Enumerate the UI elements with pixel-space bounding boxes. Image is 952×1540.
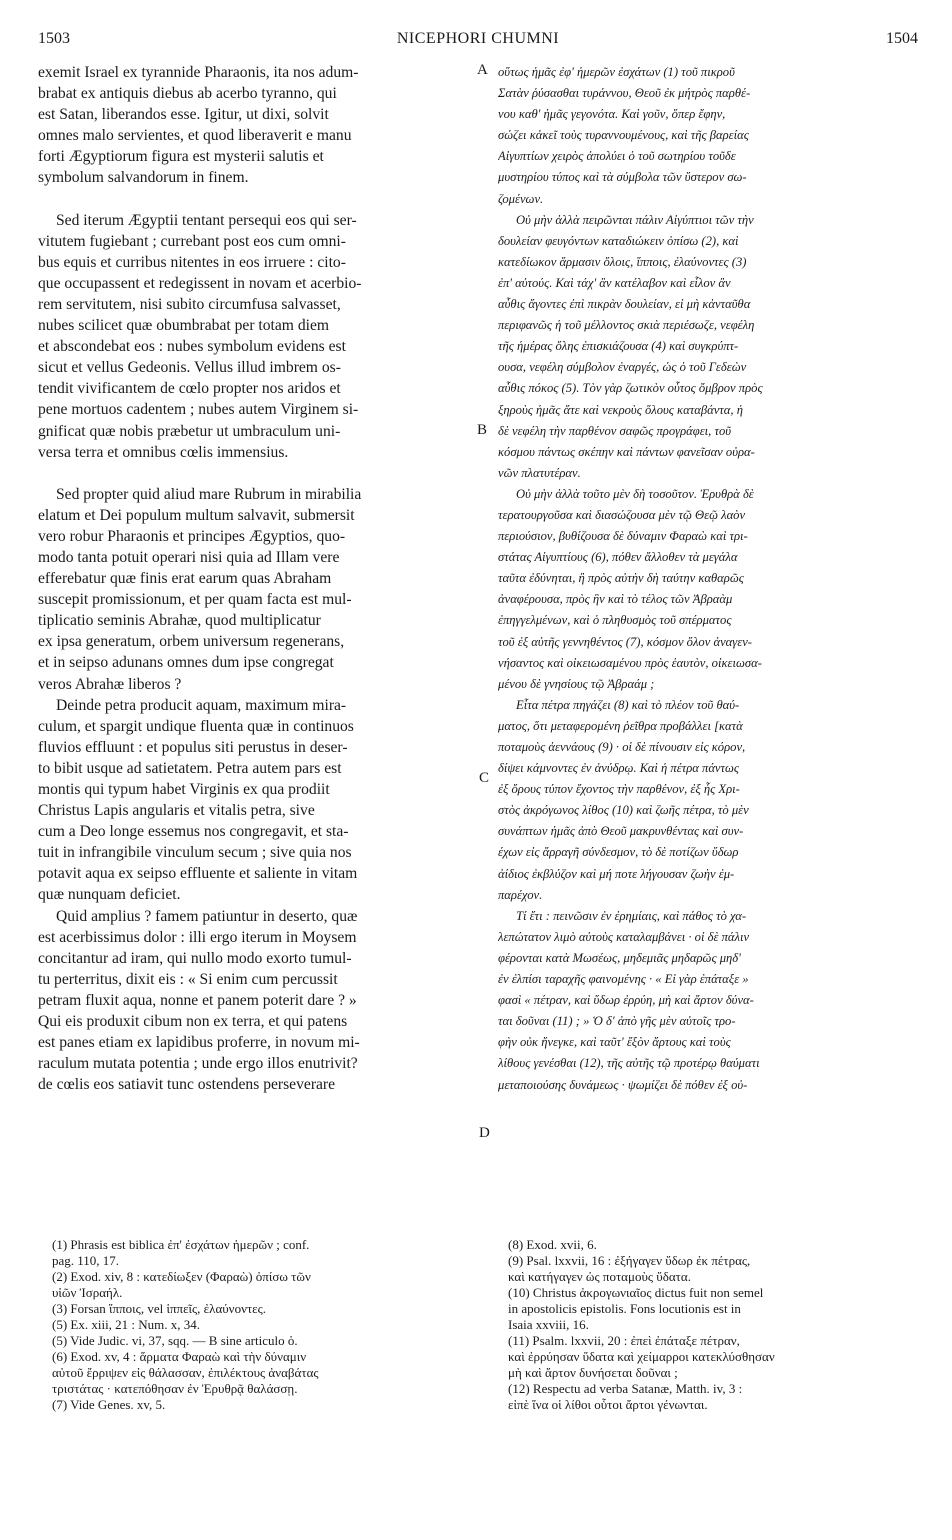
footnote-line: (5) Vide Judic. vi, 37, sqq. — B sine articulo ὁ. [52, 1333, 298, 1348]
footnote-line: Isaia xxviii, 16. [508, 1317, 589, 1332]
text-line: symbolum salvandorum in finem. [38, 169, 249, 187]
text-line: omnes malo servientes, et quod liberaverit e manu [38, 127, 352, 145]
text-line: petram fluxit aqua, nonne et panem poterit dare ? » [38, 991, 357, 1009]
text-line: σώζει κἀκεῖ τοὺς τυραννουμένους, καὶ τῆς βαρείας [498, 128, 749, 143]
text-line: Οὐ μὴν ἀλλὰ τοῦτο μὲν δὴ τοσοῦτον. Ἐρυθρὰ δὲ [516, 486, 754, 501]
text-line: que occupassent et redegissent in novam et acerbio- [38, 274, 362, 292]
text-line: στάτας Αἰγυπτίους (6), πόθεν ἄλλοθεν τὰ μεγάλα [498, 550, 738, 565]
text-line: Σατὰν ῥύσασθαι τυράννου, Θεοῦ ἐκ μήτρὸς παρθέ- [498, 86, 751, 101]
text-line: ζομένων. [498, 191, 544, 206]
text-line: Sed iterum Ægyptii tentant persequi eos qui ser- [56, 211, 357, 229]
text-line: δίψει κάμνοντες ἐν ἀνύδρῳ. Καὶ ἡ πέτρα πάντως [498, 761, 740, 776]
text-line: δουλείαν φευγόντων καταδιώκειν ὀπίσω (2), καὶ [498, 233, 739, 248]
text-line: συνάπτων ἡμᾶς ἀπὸ Θεοῦ μακρυνθέντας καὶ συν- [498, 824, 744, 839]
text-line: ξηροὺς ἡμᾶς ἄτε καὶ νεκροὺς ὅλους καταβάντα, ἡ [498, 402, 743, 417]
text-line: Deinde petra producit aquam, maximum mira- [56, 696, 347, 714]
footnote-line: (2) Exod. xiv, 8 : κατεδίωξεν (Φαραὼ) ὀπίσω τῶν [52, 1269, 311, 1284]
text-line: Τί ἔτι : πεινῶσιν ἐν ἐρημίαις, καὶ πάθος τὸ χα- [516, 908, 747, 923]
footnote-line: (7) Vide Genes. xv, 5. [52, 1397, 166, 1412]
page-number-right: 1504 [886, 30, 918, 47]
text-line: brabat ex antiquis diebus ab acerbo tyranno, qui [38, 85, 337, 103]
text-line: tendit vivificantem de cœlo propter nos aridos et [38, 380, 341, 398]
footnote-line: καὶ ἐρρύησαν ὕδατα καὶ χείμαρροι κατεκλύσθησαν [508, 1349, 775, 1364]
text-line: suscepit promissionum, et per quam facta est mul- [38, 591, 352, 609]
footnotes-left [52, 1237, 472, 1413]
margin-letter-a: A [477, 62, 488, 78]
text-line: φασὶ « πέτραν, καὶ ὕδωρ ἐρρύη, μὴ καὶ ἄρτον δύνα- [498, 993, 754, 1008]
text-line: to bibit usque ad satietatem. Petra autem pars est [38, 759, 342, 777]
greek-paragraph [498, 210, 920, 484]
footnotes-right [508, 1237, 920, 1413]
text-line: νου καθ' ἡμᾶς γεγονότα. Καὶ γοῦν, ὅπερ ἔφην, [498, 107, 726, 122]
text-line: tu perterritus, dixit eis : « Si enim cum percussit [38, 970, 338, 988]
text-line: Qui eis produxit cibum non ex terra, et qui patens [38, 1013, 348, 1031]
text-line: pene mortuos cadentem ; nubes autem Virginem si- [38, 401, 359, 419]
footnote-line: pag. 110, 17. [52, 1253, 120, 1268]
footnote-line: (12) Respectu ad verba Satanæ, Matth. iv, 3 : [508, 1381, 743, 1396]
footnote-line: (11) Psalm. lxxvii, 20 : ἐπεὶ ἐπάταξε πέτραν, [508, 1333, 740, 1348]
text-line: μένου δὲ γνησίους τῷ Ἀβραάμ ; [498, 676, 655, 691]
text-line: λεπώτατον λιμὸ αὐτοὺς καταλαμβάνει · οἱ δὲ πάλιν [498, 929, 750, 944]
text-line: et abscondebat eos : nubes symbolum evidens est [38, 338, 346, 356]
footnote-line: (8) Exod. xvii, 6. [508, 1237, 597, 1252]
text-line: οὕτως ἡμᾶς ἐφ' ἡμερῶν ἐσχάτων (1) τοῦ πικροῦ [498, 65, 735, 79]
text-line: ταῦτα ἐδύνηται, ἢ πρὸς αὐτὴν δὴ ταύτην καθαρῶς [498, 571, 744, 586]
text-line: περιφανῶς ἡ τοῦ μέλλοντος σκιὰ περιέσωζε, νεφέλη [498, 318, 755, 333]
running-title: NICEPHORI CHUMNI [396, 30, 560, 47]
text-line: μεταποιούσης δυνάμεως · ψωμίζει δὲ πόθεν ἐξ οὐ- [498, 1077, 748, 1092]
text-line: vitutem fugiebant ; currebant post eos cum omni- [38, 232, 346, 250]
text-line: gnificat quæ nobis præbetur ut umbraculum uni- [38, 422, 341, 440]
latin-paragraph [38, 210, 472, 463]
page-number-left: 1503 [38, 30, 70, 47]
text-line: κόσμου πάντως σκέπην καὶ πάντων φανεῖσαν οὐρα- [498, 444, 755, 459]
text-line: ἀίδιος ἐκβλύζον καὶ μή ποτε λήγουσαν ζωὴν ἐμ- [498, 866, 735, 881]
latin-paragraph [38, 62, 472, 189]
greek-paragraph [498, 484, 920, 695]
text-line: τῆς ἡμέρας ὅλης ἐπισκιάζουσα (4) καὶ συγκρύπτ- [498, 339, 739, 354]
latin-paragraph [38, 906, 472, 1096]
text-line: elatum et Dei populum multum salvavit, submersit [38, 506, 355, 524]
footnote-line: αὐτοῦ ἔρριψεν εἰς θάλασσαν, ἐπιλέκτους ἀναβάτας [52, 1365, 319, 1380]
footnote-line: in apostolicis epistolis. Fons locutionis est in [508, 1301, 741, 1316]
text-line: sicut et vellus Gedeonis. Vellus illud imbrem os- [38, 359, 341, 377]
latin-column [38, 62, 472, 1095]
text-line: quæ nunquam deficiet. [38, 886, 181, 904]
footnote-line: (1) Phrasis est biblica ἐπ' ἐσχάτων ἡμερῶν ; conf. [52, 1237, 310, 1252]
text-line: τερατουργοῦσα καὶ διασώζουσα μὲν τῷ Θεῷ λαὸν [498, 507, 746, 522]
text-line: ἐπ' αὐτούς. Καὶ τάχ' ἂν κατέλαβον καὶ εἷλον ἂν [498, 275, 731, 290]
text-line: est acerbissimus dolor : illi ergo iterum in Moysem [38, 928, 357, 946]
text-line: tiplicatio seminis Abrahæ, quod multiplicatur [38, 612, 321, 630]
footnote-line: μὴ καὶ ἄρτον δυνήσεται δοῦναι ; [508, 1365, 678, 1380]
text-line: potavit aqua ex seipso effluente et saliente in vitam [38, 865, 358, 883]
running-header [38, 30, 918, 54]
text-line: cum a Deo longe essemus nos congregavit, et sta- [38, 823, 349, 841]
margin-letter-c: C [479, 770, 490, 786]
text-line: Αἰγυπτίων χειρὸς ἀπολύει ὁ τοῦ σωτηρίου τοῦδε [498, 149, 736, 164]
text-line: ἐπηγγελμένων, καὶ ὁ πληθυσμὸς τοῦ σπέρματος [498, 613, 732, 628]
footnote-line: (3) Forsan ἵπποις, vel ἱππεῖς, ἐλαύνοντες. [52, 1301, 267, 1316]
footnote-line: τριστάτας · κατεπόθησαν ἐν Ἐρυθρᾷ θαλάσσῃ. [52, 1381, 298, 1396]
greek-column [498, 62, 920, 1096]
text-line: Sed propter quid aliud mare Rubrum in mirabilia [56, 485, 362, 503]
text-line: κατεδίωκον ἅρμασιν ὅλοις, ἵπποις, ἐλαύνοντες (3) [498, 254, 747, 269]
text-line: Quid amplius ? famem patiuntur in deserto, quæ [56, 907, 358, 925]
footnote-line: (5) Ex. xiii, 21 : Num. x, 34. [52, 1317, 201, 1332]
text-line: Christus Lapis angularis et vitalis petra, sive [38, 802, 315, 820]
greek-paragraph [498, 62, 920, 210]
text-line: ματος, ὅτι μεταφερομένη ῥεῖθρα προβάλλει [κατὰ [498, 718, 743, 733]
text-line: culum, et spargit undique fluenta quæ in continuos [38, 717, 354, 735]
text-line: et in seipso adunans omnes dum ipse congregat [38, 654, 334, 672]
text-line: Εἶτα πέτρα πηγάζει (8) καὶ τὸ πλέον τοῦ θαύ- [516, 697, 740, 712]
text-line: ἀναφέρουσα, πρὸς ἣν καὶ τὸ τέλος τῶν Ἀβραὰμ [498, 592, 733, 607]
text-line: ἐξ ὄρους τύπον ἔχοντος τὴν παρθένον, ἐξ ἧς Χρι- [498, 782, 740, 797]
greek-paragraph [498, 695, 920, 906]
text-line: αὖθις ἄγοντες ἐπὶ πικρὰν δουλείαν, εἰ μὴ κἀνταῦθα [498, 297, 751, 312]
text-line: μυστηρίου τύπος καὶ τὰ σύμβολα τῶν ὕστερον σω- [498, 170, 747, 185]
greek-paragraph [498, 906, 920, 1096]
margin-letter-d: D [479, 1125, 490, 1141]
footnote-line: υἱῶν Ἰσραήλ. [52, 1285, 123, 1300]
text-line: ται δοῦναι (11) ; » Ὁ δ' ἀπὸ γῆς μὲν αὐτοῖς τρο- [498, 1014, 736, 1029]
footnote-line: καὶ κατήγαγεν ὡς ποταμοὺς ὕδατα. [508, 1269, 691, 1284]
text-line: Οὐ μὴν ἀλλὰ πειρῶνται πάλιν Αἰγύπτιοι τῶν τὴν [516, 212, 754, 227]
text-line: modo tanta potuit operari nisi quia ad Illam vere [38, 548, 340, 566]
latin-paragraph [38, 695, 472, 906]
text-line: ποταμοὺς ἀεννάους (9) · οἱ δὲ πίνουσιν εἰς κόρον, [498, 740, 746, 754]
text-line: de cœlis eos satiavit tunc ostendens perseverare [38, 1076, 336, 1094]
text-line: φέρονται κατὰ Μωσέως, μηδεμιᾶς μηδαρῶς μηδ' [498, 950, 741, 965]
text-line: versa terra et omnibus cœlis immensius. [38, 443, 289, 461]
text-line: ἐν ἐλπίσι ταραχῆς φαινομένης · « Εἰ γὰρ ἐπάταξε » [498, 972, 749, 987]
text-line: παρέχον. [498, 887, 543, 902]
text-line: αὖθις πόκος (5). Τὸν γὰρ ζωτικὸν οὗτος ὄμβρον πρὸς [498, 381, 763, 396]
text-line: νῶν πλατυτέραν. [498, 465, 581, 480]
text-line: raculum mutata potentia ; unde ergo illos enutrivit? [38, 1055, 358, 1073]
text-line: νήσαντος καὶ οἰκειωσαμένου πρὸς ἑαυτὸν, οἰκειωσα- [498, 655, 762, 670]
text-line: efferebatur quæ finis erat earum quas Abraham [38, 570, 332, 588]
text-line: bus equis et curribus nitentes in eos irruere : cito- [38, 253, 346, 271]
text-line: ουσα, νεφέλη σύμβολον ἐναργές, ὡς ὁ τοῦ Γεδεὼν [498, 360, 747, 375]
footnote-line: (9) Psal. lxxvii, 16 : ἐξήγαγεν ὕδωρ ἐκ πέτρας, [508, 1253, 751, 1268]
text-line: exemit Israel ex tyrannide Pharaonis, ita nos adum- [38, 64, 359, 81]
latin-paragraph [38, 484, 472, 695]
footnote-line: (10) Christus ἀκρογωνιαῖος dictus fuit non semel [508, 1285, 764, 1300]
text-line: vero robur Pharaonis et principes Ægyptios, quo- [38, 527, 346, 545]
text-line: τοῦ ἐξ αὐτῆς γεννηθέντος (7), κόσμον ὅλον ἀναγεν- [498, 634, 752, 649]
text-line: περιούσιον, βυθίζουσα δὲ δύναμιν Φαραὼ καὶ τρι- [498, 529, 748, 544]
text-line: fluvios effluunt : et populus siti perustus in deser- [38, 738, 348, 756]
text-line: veros Abrahæ liberos ? [38, 675, 182, 693]
text-line: forti Ægyptiorum figura est mysterii salutis et [38, 148, 324, 166]
text-line: ex ipsa generatum, orbem universum regenerans, [38, 633, 345, 651]
margin-letter-b: B [477, 422, 488, 438]
footnote-line: εἰπὲ ἵνα οἱ λίθοι οὗτοι ἄρτοι γένωνται. [508, 1397, 708, 1412]
text-line: est Satan, liberandos esse. Igitur, ut dixi, solvit [38, 106, 329, 124]
text-line: tuit in infrangibile vinculum secum ; sive quia nos [38, 844, 352, 862]
text-line: montis qui typum habet Virginis ex qua prodiit [38, 781, 330, 798]
text-line: rem servitutem, nisi subito circumfusa salvasset, [38, 295, 341, 313]
text-line: λίθους γενέσθαι (12), τῆς αὐτῆς τῷ προτέρῳ θαύματι [498, 1056, 760, 1071]
text-line: στὸς ἀκρόγωνος λίθος (10) καὶ ζωῆς πέτρα, τὸ μὲν [498, 803, 749, 818]
text-line: έχων εἰς ἄρραγῆ σύνδεσμον, τὸ δὲ ποτίζων ὕδωρ [498, 845, 739, 860]
text-line: δὲ νεφέλη τὴν παρθένον σαφῶς προγράφει, τοῦ [498, 423, 732, 438]
text-line: concitantur ad iram, qui nullo modo exorto tumul- [38, 949, 352, 967]
text-line: nubes scilicet quæ obumbrabat per totam diem [38, 317, 330, 335]
footnote-line: (6) Exod. xv, 4 : ἅρματα Φαραὼ καὶ τὴν δύναμιν [52, 1349, 307, 1364]
text-line: est panes etiam ex lapidibus proferre, in novum mi- [38, 1034, 360, 1052]
text-line: φὴν οὐκ ἤνεγκε, καὶ ταῦτ' ἔξὸν ἄρτους καὶ τοὺς [498, 1035, 731, 1050]
